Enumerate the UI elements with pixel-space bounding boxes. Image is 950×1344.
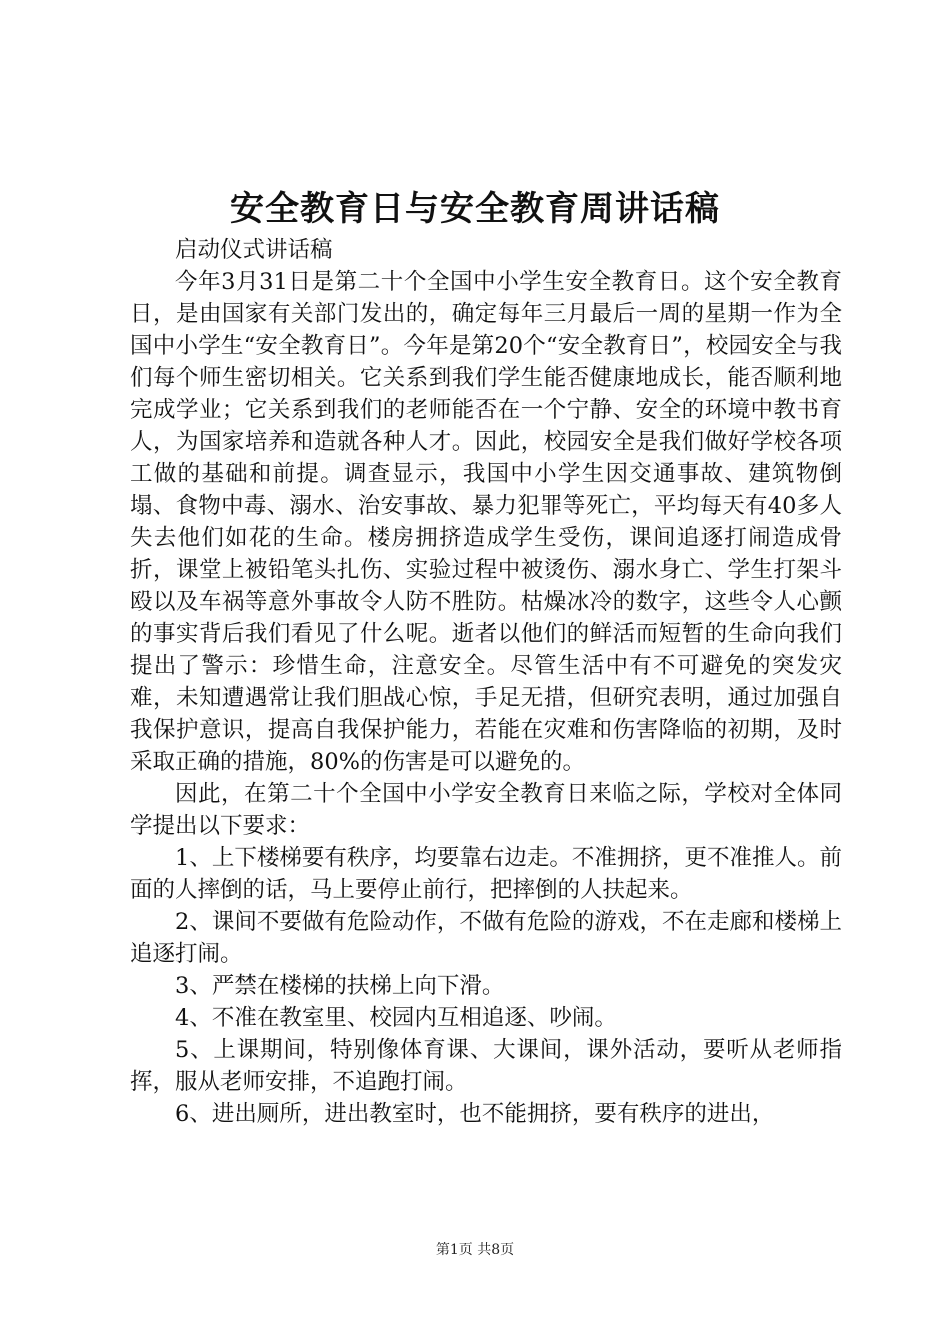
page-footer: 第1页 共8页 [435, 1242, 515, 1258]
document-body [130, 234, 842, 1130]
requirement-item-1: 1、上下楼梯要有秩序，均要靠右边走。不准拥挤，更不准推人。前面的人摔倒的话，马上要停止前行，把摔倒的人扶起来。 [130, 845, 842, 903]
requirement-item-4: 4、不准在教室里、校园内互相追逐、吵闹。 [175, 1005, 617, 1031]
requirement-item-2: 2、课间不要做有危险动作，不做有危险的游戏，不在走廊和楼梯上追逐打闹。 [130, 909, 842, 967]
paragraph-requirements-lead: 因此，在第二十个全国中小学安全教育日来临之际，学校对全体同学提出以下要求： [130, 781, 842, 839]
requirement-item-3: 3、严禁在楼梯的扶梯上向下滑。 [175, 973, 505, 999]
document-title: 安全教育日与安全教育周讲话稿 [230, 189, 720, 229]
paragraph-intro: 今年3月31日是第二十个全国中小学生安全教育日。这个安全教育日，是由国家有关部门发出的，确定每年三月最后一周的星期一作为全国中小学生“安全教育日”。今年是第20个“安全教育日”，校园安全与我们每个师生密切相关。它关系到我们学生能否健康地成长，能否顺利地完成学业；它关系到我们的老师能否在一个宁静、安全的环境中教书育人，为国家培养和造就各种人才。因此，校园安全是我们做好学校各项工做的基础和前提。调查显示，我国中小学生因交通事故、建筑物倒塌、食物中毒、溺水、治安事故、暴力犯罪等死亡，平均每天有40多人失去他们如花的生命。楼房拥挤造成学生受伤，课间追逐打闹造成骨折，课堂上被铅笔头扎伤、实验过程中被烫伤、溺水身亡、学生打架斗殴以及车祸等意外事故令人防不胜防。枯燥冰冷的数字，这些令人心颤的事实背后我们看见了什么呢。逝者以他们的鲜活而短暂的生命向我们提出了警示：珍惜生命，注意安全。尽管生活中有不可避免的突发灾难，未知遭遇常让我们胆战心惊，手足无措，但研究表明，通过加强自我保护意识，提高自我保护能力，若能在灾难和伤害降临的初期，及时采取正确的措施，80%的伤害是可以避免的。 [130, 269, 842, 775]
requirement-item-5: 5、上课期间，特别像体育课、大课间，课外活动，要听从老师指挥，服从老师安排，不追跑打闹。 [130, 1037, 842, 1095]
requirement-item-6: 6、进出厕所，进出教室时，也不能拥挤，要有秩序的进出， [175, 1101, 775, 1127]
paragraph-subtitle: 启动仪式讲话稿 [175, 237, 333, 263]
